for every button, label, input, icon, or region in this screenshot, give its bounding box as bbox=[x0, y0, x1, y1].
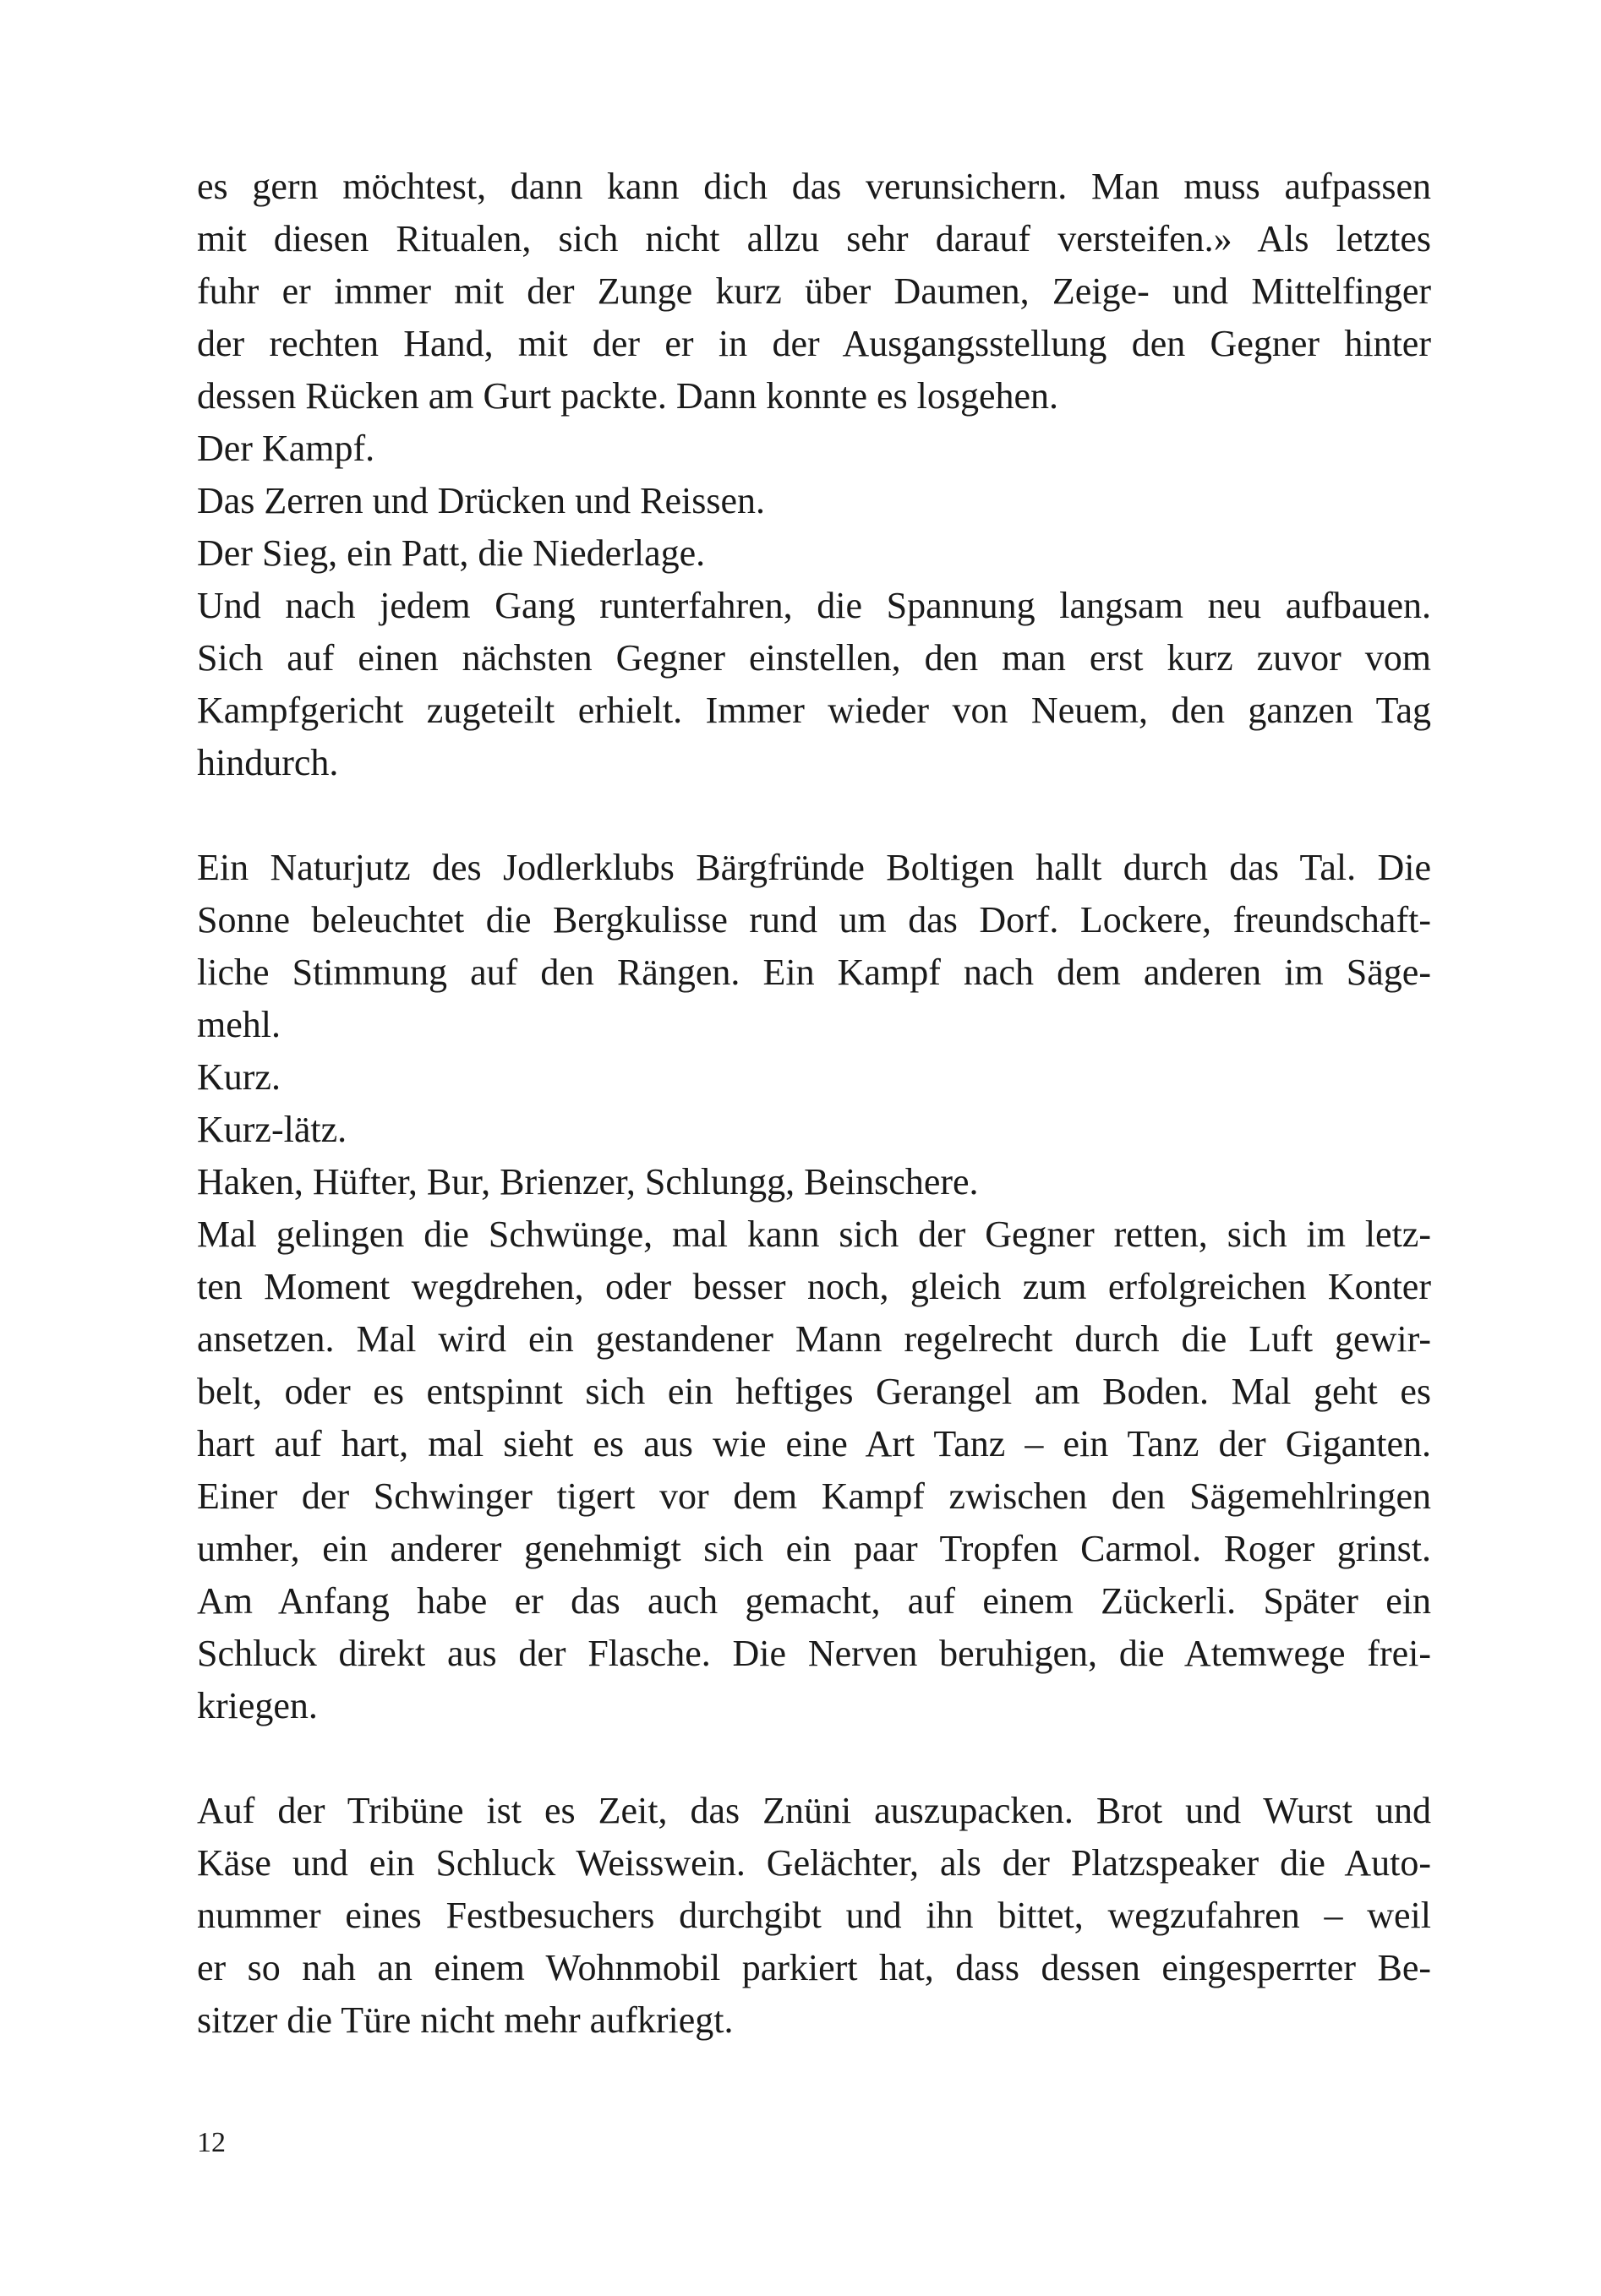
body-text bbox=[197, 161, 1431, 2047]
text-line: hindurch. bbox=[197, 742, 339, 783]
text-line: liche Stimmung auf den Rängen. Ein Kampf nach dem anderen im Säge- bbox=[197, 952, 1431, 993]
text-line: er so nah an einem Wohnmobil parkiert hat, dass dessen eingesperrter Be- bbox=[197, 1947, 1431, 1988]
paragraph-spacer bbox=[197, 1732, 1431, 1785]
text-line: Mal gelingen die Schwünge, mal kann sich der Gegner retten, sich im letz- bbox=[197, 1213, 1431, 1255]
text-line: Sich auf einen nächsten Gegner einstellen, den man erst kurz zuvor vom bbox=[197, 637, 1431, 679]
text-line: fuhr er immer mit der Zunge kurz über Daumen, Zeige- und Mittelfinger bbox=[197, 270, 1431, 312]
text-line: nummer eines Festbesuchers durchgibt und ihn bittet, wegzufahren – weil bbox=[197, 1895, 1431, 1936]
text-line: mit diesen Ritualen, sich nicht allzu sehr darauf versteifen.» Als letztes bbox=[197, 218, 1431, 259]
page-number: 12 bbox=[197, 2127, 226, 2158]
text-line: Sonne beleuchtet die Bergkulisse rund um das Dorf. Lockere, freundschaft- bbox=[197, 899, 1431, 941]
text-line: mehl. bbox=[197, 1004, 281, 1045]
text-line: Schluck direkt aus der Flasche. Die Nerven beruhigen, die Atemwege frei- bbox=[197, 1633, 1431, 1674]
text-line: Ein Naturjutz des Jodlerklubs Bärgfründe Boltigen hallt durch das Tal. Die bbox=[197, 847, 1431, 888]
text-line: Am Anfang habe er das auch gemacht, auf einem Zückerli. Später ein bbox=[197, 1580, 1431, 1622]
text-line: Kurz-lätz. bbox=[197, 1109, 347, 1150]
text-line: Der Sieg, ein Patt, die Niederlage. bbox=[197, 532, 706, 574]
text-line: hart auf hart, mal sieht es aus wie eine Art Tanz – ein Tanz der Giganten. bbox=[197, 1423, 1431, 1464]
text-line: Der Kampf. bbox=[197, 428, 375, 469]
text-line: belt, oder es entspinnt sich ein heftiges Gerangel am Boden. Mal geht es bbox=[197, 1371, 1431, 1412]
text-line: ansetzen. Mal wird ein gestandener Mann regelrecht durch die Luft gewir- bbox=[197, 1318, 1431, 1360]
text-line: Einer der Schwinger tigert vor dem Kampf zwischen den Sägemehlringen bbox=[197, 1475, 1431, 1517]
text-line: es gern möchtest, dann kann dich das verunsichern. Man muss aufpassen bbox=[197, 166, 1431, 207]
text-line: Kurz. bbox=[197, 1056, 281, 1098]
text-line: der rechten Hand, mit der er in der Ausgangsstellung den Gegner hinter bbox=[197, 323, 1431, 364]
text-line: Und nach jedem Gang runterfahren, die Spannung langsam neu aufbauen. bbox=[197, 585, 1431, 626]
paragraph bbox=[197, 1785, 1431, 2047]
text-line: Käse und ein Schluck Weisswein. Gelächter, als der Platzspeaker die Auto- bbox=[197, 1842, 1431, 1884]
paragraph bbox=[197, 842, 1431, 1732]
text-line: ten Moment wegdrehen, oder besser noch, gleich zum erfolgreichen Konter bbox=[197, 1266, 1431, 1307]
text-line: dessen Rücken am Gurt packte. Dann konnte es losgehen. bbox=[197, 375, 1059, 417]
text-line: umher, ein anderer genehmigt sich ein paar Tropfen Carmol. Roger grinst. bbox=[197, 1528, 1431, 1569]
paragraph-spacer bbox=[197, 789, 1431, 842]
text-line: kriegen. bbox=[197, 1685, 318, 1726]
text-line: Haken, Hüfter, Bur, Brienzer, Schlungg, Beinschere. bbox=[197, 1161, 979, 1203]
text-line: Auf der Tribüne ist es Zeit, das Znüni auszupacken. Brot und Wurst und bbox=[197, 1790, 1431, 1831]
text-line: sitzer die Türe nicht mehr aufkriegt. bbox=[197, 1999, 734, 2041]
paragraph bbox=[197, 161, 1431, 789]
text-line: Kampfgericht zugeteilt erhielt. Immer wieder von Neuem, den ganzen Tag bbox=[197, 690, 1431, 731]
text-line: Das Zerren und Drücken und Reissen. bbox=[197, 480, 766, 521]
